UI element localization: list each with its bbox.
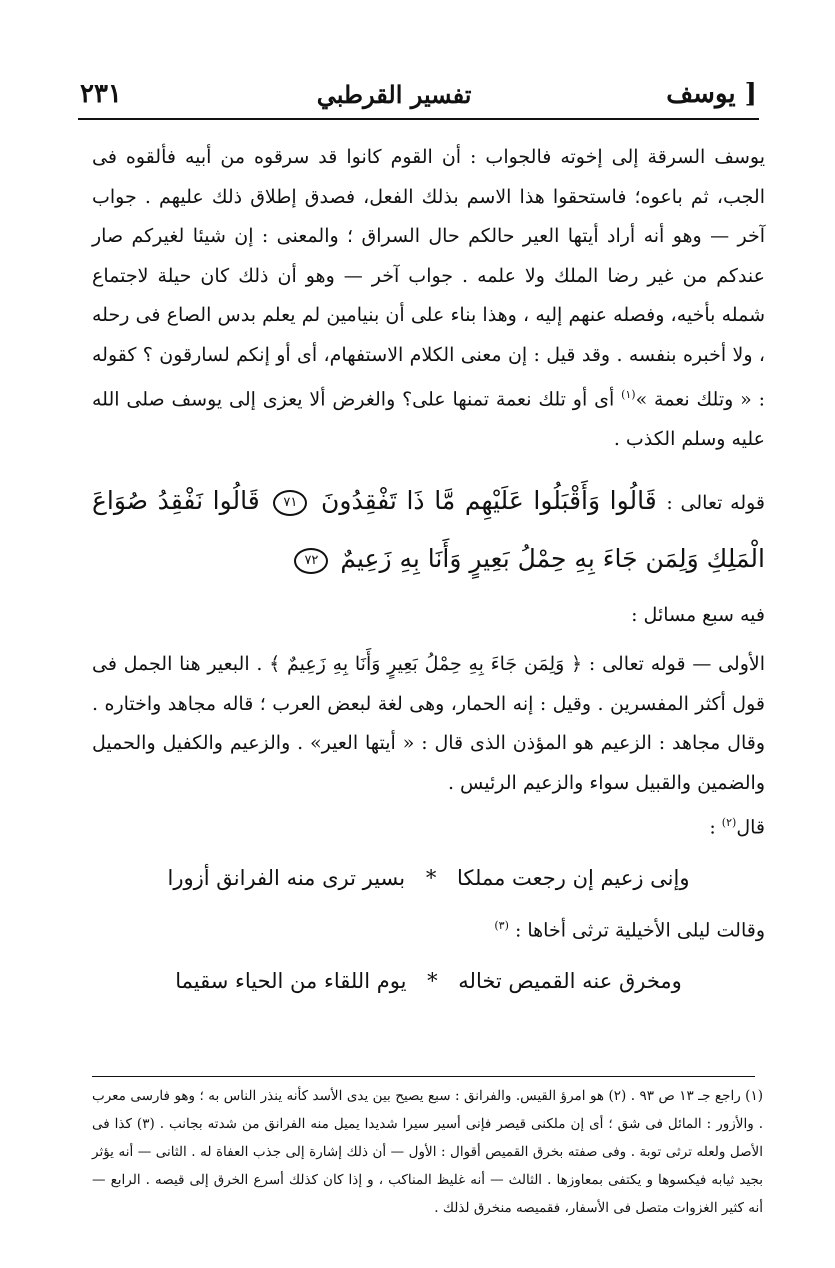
layla-intro-line [92,906,765,951]
footnote-ref-2: (٢) [721,816,737,830]
footnotes-text: (١) راجع جـ ١٣ ص ٩٣ . (٢) هو امرؤ القيس. والفرانق : سبع يصيح بين يدى الأسد كأنه ينذر الناس به ؛ وهو فارسى معرب . والأزور : المائل فى شق ؛ أى إن ملكنى قيصر فإنى أسير سيرا شديدا يميل منه الفرانق من شدته بجانب . (٣) كذا فى الأصل ولعله ترثى توبة . وفى صفته بخرق القميص أقوال : الأول — أن ذلك إشارة إلى جذب العفاة له . الثانى — أنه يؤثر بجيد ثيابه فيكسوها و يكتفى بمعاوزها . الثالث — أنه غليظ المناكب ، و إذا كان كذلك أسرع الخرق إلى قيصه . الرابع — أنه كثير الغزوات متصل فى الأسفار، فقميصه منخرق لذلك . [92,1088,764,1216]
surah-label: يوسف ] [666,79,757,109]
page-header [80,68,757,120]
poem-separator-1: * [425,866,437,891]
verse-number-72: ٧٢ [294,548,328,574]
issues-heading: فيه سبع مسائل : [631,604,765,627]
quran-verse [92,473,765,587]
paragraph-2: الأولى — قوله تعالى : ﴿ وَلِمَن جَاءَ بِهِ حِمْلُ بَعِيرٍ وَأَنَا بِهِ زَعِيمٌ ﴾ . البعير هنا الجمل فى قول أكثر المفسرين . وقيل : إنه الحمار، وهى لغة لبعض العرب ؛ قاله مجاهد واختاره . وقال مجاهد : الزعيم هو المؤذن الذى قال : « أيتها العير» . والزعيم والكفيل والحميل والضمين والقبيل سواء والزعيم الرئيس . [92,653,765,794]
qala-word: قال [736,816,765,839]
page-number: ٢٣١ [80,79,122,109]
layla-intro: وقالت ليلى الأخيلية ترثى أخاها : [514,919,765,942]
verse-part-2: قَالُوا نَفْقِدُ صُوَاعَ الْمَلِكِ وَلِمَن جَاءَ بِهِ حِمْلُ بَعِيرٍ وَأَنَا بِهِ زَعِيمٌ [92,486,765,574]
verse-part-1: قَالُوا وَأَقْبَلُوا عَلَيْهِم مَّا ذَا تَفْقِدُونَ [321,486,657,516]
paragraph-1-text: يوسف السرقة إلى إخوته فالجواب : أن القوم كانوا قد سرقوه من أبيه فألقوه فى الجب، ثم باعوه؛ فاستحقوا هذا الاسم بذلك الفعل، فصدق إطلاق ذلك عليهم . جواب آخر — وهو أنه أراد أيتها العير حالكم حال السراق ؛ والمعنى : إن شيئا لغيركم صار عندكم من غير رضا الملك ولا علمه . جواب آخر — وهو أن ذلك كان حيلة لاجتماع شمله بأخيه، وفصله عنهم إليه ، وهذا بناء على أن بنيامين لم يعلم بدس الصاع فى رحله ، ولا أخبره بنفسه . وقد قيل : إن معنى الكلام الاستفهام، أى أو إنكم لسارقون ؟ كقوله : « وتلك نعمة » [92,146,766,411]
main-text [92,138,765,1009]
poem-1-second-hemistich: بسير ترى منه الفرانق أزورا [167,866,406,891]
poem-2-first-hemistich: ومخرق عنه القميص تخاله [458,968,682,993]
footnote-rule [92,1076,755,1077]
paragraph-1 [92,138,765,459]
qala-line: قال$^{(٢)}$ : [709,816,765,839]
verse-intro: قوله تعالى : [666,492,766,515]
poem-1-first-hemistich: وإنى زعيم إن رجعت مملكا [457,866,690,891]
footnote-ref-1: (١) [621,388,636,401]
verse-number-71: ٧١ [273,490,307,516]
paragraph-1-end: أى أو تلك نعمة تمنها على؟ والغرض ألا يعزى إلى يوسف صلى الله عليه وسلم الكذب . [92,388,765,450]
poem-verse-1 [92,856,765,900]
header-rule [78,118,759,120]
footnote-ref-3: (٣) [494,919,509,933]
book-title: تفسير القرطبي [316,79,472,109]
poem-2-second-hemistich: يوم اللقاء من الحياء سقيما [175,968,407,993]
poem-verse-2 [92,959,765,1003]
poem-separator-2: * [427,968,438,993]
footnotes [92,1082,763,1222]
